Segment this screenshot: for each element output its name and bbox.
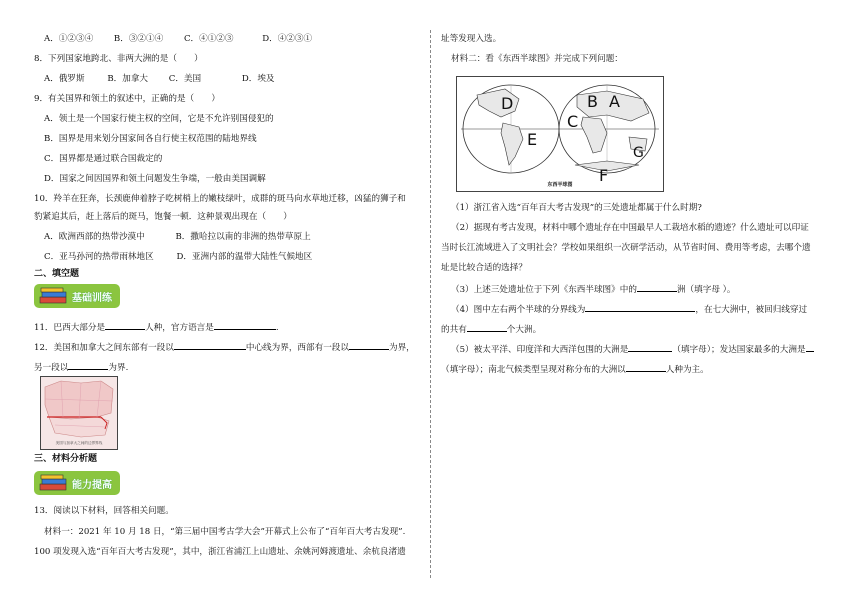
part4-text-b: ，在七大洲中，被回归线穿过	[695, 305, 808, 315]
hemisphere-map	[456, 76, 664, 192]
part3	[451, 282, 736, 296]
q11-blank-1[interactable]	[105, 320, 145, 330]
q7-option-c[interactable]: C．④①②③	[183, 34, 234, 44]
part5-text-b: （填字母）；发达国家最多的大洲是	[672, 345, 806, 355]
part5-blank-2[interactable]	[806, 342, 814, 352]
q9-option-a[interactable]: A．领土是一个国家行使主权的空间，它是不允许别国侵犯的	[44, 114, 274, 124]
q9-stem: 9．有关国界和领土的叙述中，正确的是（ ）	[34, 94, 220, 104]
q11-text-c: .	[275, 323, 279, 333]
q13-material1-line2: 100 项发现入选“百年百大考古发现”，其中，浙江省浦江上山遗址、余姚河姆渡遗址、余杭良渚遗	[34, 547, 406, 557]
q7-options	[44, 33, 312, 45]
part5-text-c: （填字母）；南北气候类型呈现对称分布的大洲以	[441, 365, 626, 375]
q10-stem-line1: 10．羚羊在狂奔，长颈鹿伸着脖子吃树梢上的嫩枝绿叶，成群的斑马向水草地迁移，凶猛的狮子和	[34, 194, 406, 204]
material1-continued: 址等发现入选。	[441, 34, 502, 44]
part1: （1）浙江省入选“百年百大考古发现”的三处遗址都属于什么时期?	[451, 203, 702, 213]
part3-text-a: （3）上述三处遗址位于下列《东西半球图》中的	[451, 285, 637, 295]
q7-option-d[interactable]: D．④②③①	[262, 34, 313, 44]
part4-line1	[451, 302, 807, 316]
section-fill-blank-heading: 二、填空题	[34, 269, 80, 279]
q11-blank-2[interactable]	[214, 320, 276, 330]
part4-text-a: （4）图中左右两个半球的分界线为	[451, 305, 586, 315]
q9-option-b[interactable]: B．国界是用来划分国家间各自行使主权范围的陆地界线	[44, 134, 257, 144]
q8-option-d[interactable]: D．埃及	[241, 74, 275, 84]
q9-option-d[interactable]: D．国家之间因国界和领土问题发生争端，一般由美国调解	[44, 174, 266, 184]
material2-intro: 材料二：看《东西半球图》并完成下列问题：	[451, 54, 623, 64]
books-icon	[37, 285, 71, 307]
label-e: E	[527, 130, 538, 149]
q10-option-b[interactable]: B．撒哈拉以南的非洲的热带草原上	[175, 232, 311, 242]
q13-material1-line1: 材料一：2021 年 10 月 18 日，“第三届中国考古学大会”开幕式上公布了“百年百大考古发现”.	[44, 527, 406, 537]
label-b: B	[587, 92, 598, 111]
q12-blank-3[interactable]	[68, 360, 108, 370]
q12-text-d: 另一段以	[34, 363, 69, 373]
q8-option-a[interactable]: A．俄罗斯	[44, 74, 85, 84]
part5-text-d: 人种为主。	[665, 365, 709, 375]
part5-line1	[451, 342, 814, 356]
part3-blank[interactable]	[637, 282, 677, 292]
q12-blank-1[interactable]	[174, 340, 246, 350]
q10-options-row1	[44, 231, 311, 243]
ability-badge	[34, 471, 120, 495]
q8-options	[44, 73, 275, 85]
q12-text-a: 12．美国和加拿大之间东部有一段以	[34, 343, 174, 353]
q12-line1	[34, 340, 415, 354]
badge-label: 基础训练	[72, 293, 112, 304]
q11-text-a: 11．巴西大部分是	[34, 323, 106, 333]
part2-line1: （2）据现有考古发现，材料中哪个遗址存在中国最早人工栽培水稻的遗迹？什么遗址可以印证	[451, 223, 809, 233]
part3-text-b: 洲（填字母 ）。	[676, 285, 736, 295]
q11-text-b: 人种，官方语言是	[145, 323, 214, 333]
q12-text-c: 为界，	[388, 343, 415, 353]
us-canada-map-image	[41, 377, 117, 449]
q12-text-b: 中心线为界，西部有一段以	[245, 343, 349, 353]
label-g: G	[633, 145, 644, 161]
part5-blank-1[interactable]	[628, 342, 672, 352]
label-c: C	[567, 112, 579, 131]
q12-blank-2[interactable]	[349, 340, 389, 350]
q11	[34, 320, 279, 334]
q9-option-c[interactable]: C．国界都是通过联合国裁定的	[44, 154, 163, 164]
us-canada-map	[40, 376, 118, 450]
part5-line2	[441, 362, 709, 376]
column-divider	[430, 30, 431, 578]
q8-option-c[interactable]: C．美国	[168, 74, 202, 84]
part2-line2: 当时长江流域进入了文明社会？学校如果组织一次研学活动，从节省时间、费用等考虑，去哪个遗	[441, 243, 811, 253]
section-material-analysis-heading: 三、材料分析题	[34, 454, 98, 464]
q10-options-row2	[44, 251, 312, 263]
q12-text-e: 为界.	[108, 363, 129, 373]
q8-stem: 8．下列国家地跨北、非两大洲的是（ ）	[34, 54, 203, 64]
part4-line2	[441, 322, 541, 336]
part4-text-c: 的共有	[441, 325, 467, 335]
label-f: F	[599, 166, 609, 185]
q10-option-c[interactable]: C．亚马孙河的热带雨林地区	[44, 252, 154, 262]
q12-line2	[34, 360, 128, 374]
q10-stem-line2: 豹紧追其后，赶上落后的斑马，饱餐一顿．这种景观出现在（ ）	[34, 212, 292, 222]
hemisphere-map-image	[457, 77, 663, 191]
q13-stem: 13．阅读以下材料，回答相关问题。	[34, 506, 174, 516]
q7-option-b[interactable]: B．③②①④	[113, 34, 164, 44]
badge-label: 能力提高	[72, 480, 112, 491]
q8-option-b[interactable]: B．加拿大	[107, 74, 149, 84]
hemisphere-map-caption: 东西半球图	[547, 182, 573, 188]
label-d: D	[501, 94, 514, 113]
part4-text-d: 个大洲。	[506, 325, 542, 335]
label-a: A	[609, 92, 620, 111]
part4-blank-2[interactable]	[467, 322, 507, 332]
part4-blank-1[interactable]	[585, 302, 695, 312]
q10-option-a[interactable]: A．欧洲西部的热带沙漠中	[44, 232, 145, 242]
part2-line3: 址是比较合适的选择？	[441, 263, 527, 273]
map-caption: 美国与加拿大之间的边界界线	[55, 441, 103, 445]
part5-text-a: （5）被太平洋、印度洋和大西洋包围的大洲是	[451, 345, 629, 355]
q10-option-d[interactable]: D．亚洲内部的温带大陆性气候地区	[176, 252, 313, 262]
books-icon	[37, 472, 71, 494]
q7-option-a[interactable]: A．①②③④	[44, 34, 94, 44]
basic-training-badge	[34, 284, 120, 308]
part5-blank-3[interactable]	[626, 362, 666, 372]
